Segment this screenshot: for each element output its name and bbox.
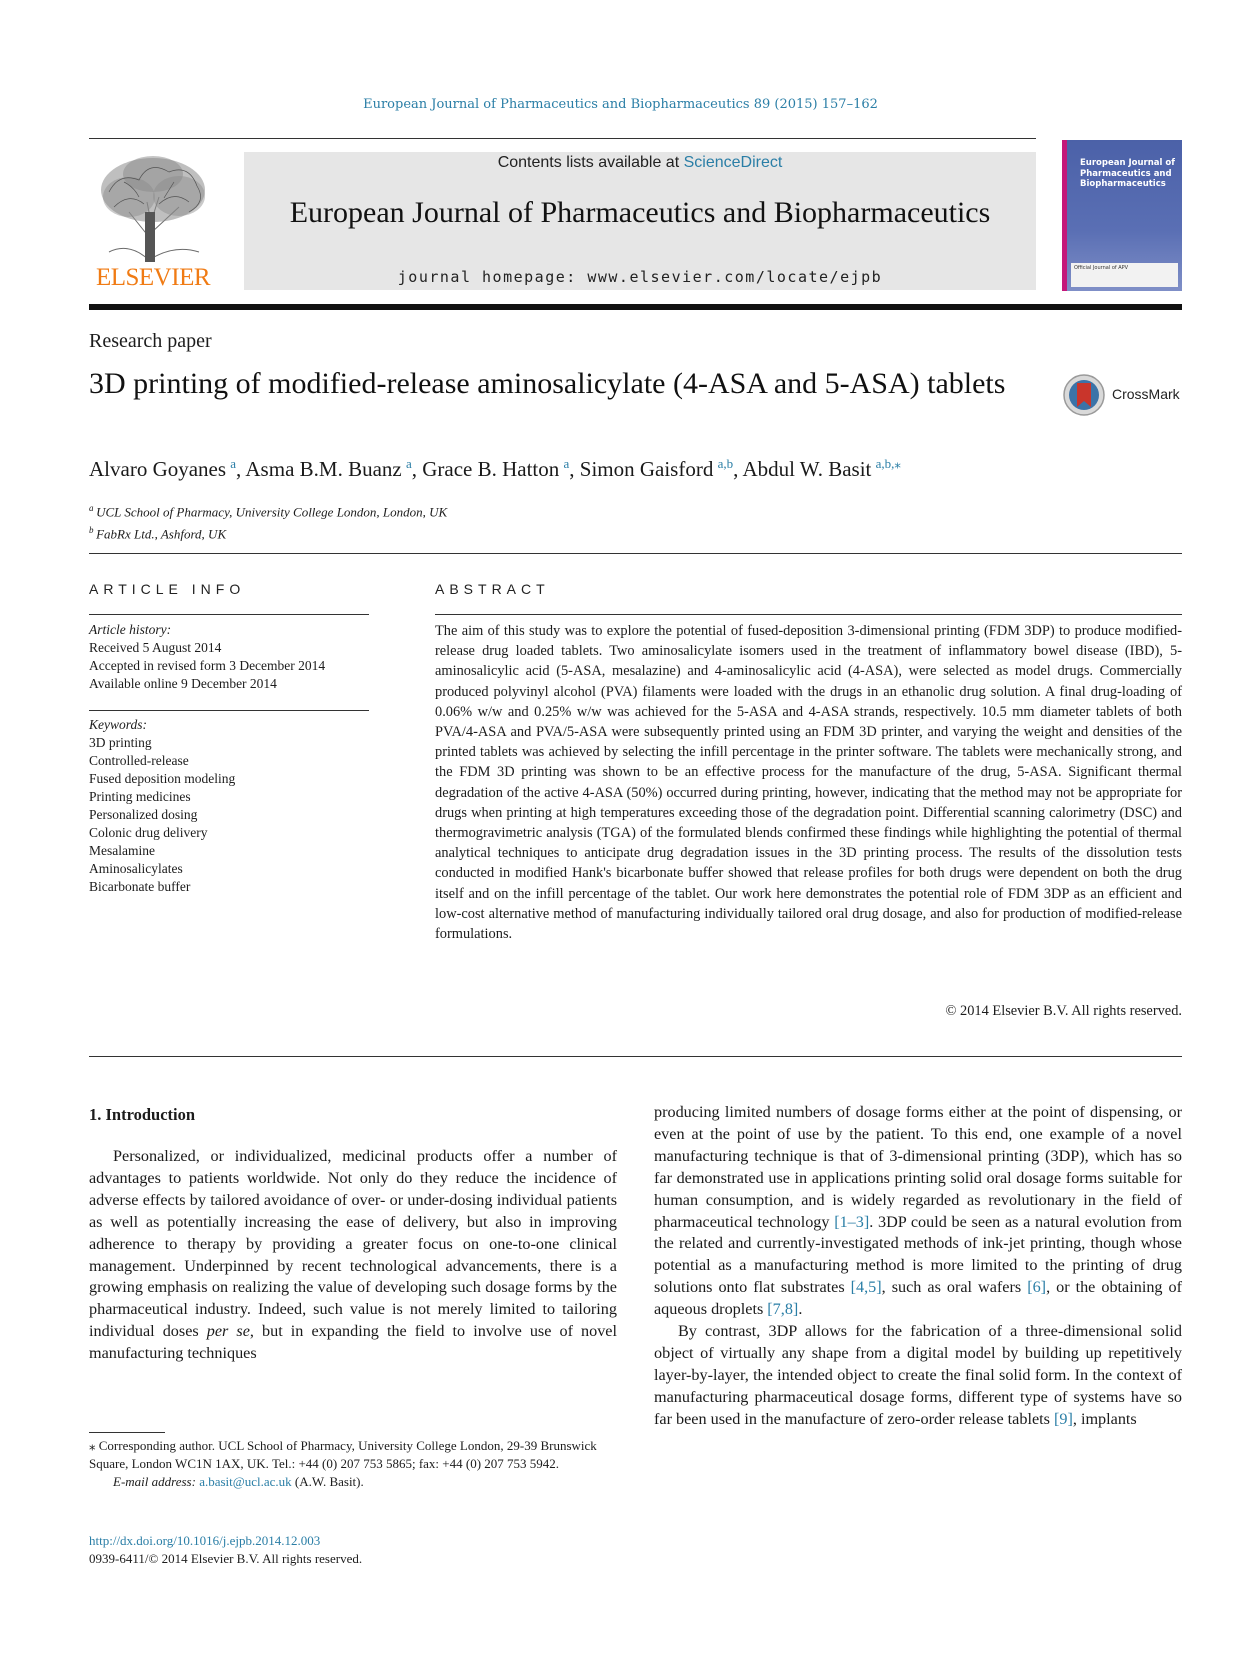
journal-homepage[interactable]: journal homepage: www.elsevier.com/locate/ejpb xyxy=(397,268,883,286)
abstract-copyright: © 2014 Elsevier B.V. All rights reserved. xyxy=(945,1003,1182,1019)
author-name[interactable]: Asma B.M. Buanz xyxy=(245,457,402,481)
body-paragraph-left xyxy=(89,1146,617,1365)
cover-footer-text: Official Journal of APV xyxy=(1074,265,1129,271)
email-link[interactable]: a.basit@ucl.ac.uk xyxy=(199,1474,292,1489)
doi-block xyxy=(89,1532,362,1568)
keyword-item: Mesalamine xyxy=(89,843,155,858)
affiliation-item xyxy=(89,521,447,543)
footnote-rule xyxy=(89,1432,165,1433)
header-thick-rule xyxy=(89,304,1182,310)
author-name[interactable]: Simon Gaisford xyxy=(579,457,714,481)
text-run: . xyxy=(798,1300,803,1319)
affiliations xyxy=(89,499,447,544)
keyword-item: Bicarbonate buffer xyxy=(89,879,191,894)
cover-title: European Journal of Pharmaceutics and Biopharmaceutics xyxy=(1080,158,1175,189)
journal-header-box xyxy=(244,152,1036,290)
corresponding-author-footnote xyxy=(89,1437,617,1491)
divider xyxy=(89,710,369,711)
keyword-item: Fused deposition modeling xyxy=(89,771,236,786)
journal-cover[interactable] xyxy=(1062,140,1182,291)
divider xyxy=(89,553,1182,554)
body-paragraph xyxy=(654,1321,1182,1431)
elsevier-tree-icon xyxy=(89,152,217,264)
history-item: Available online 9 December 2014 xyxy=(89,676,277,691)
text-run: , such as oral wafers xyxy=(881,1278,1028,1297)
elsevier-wordmark: ELSEVIER xyxy=(95,264,211,291)
text-run: , or the obtaining of aqueous droplets xyxy=(654,1278,1182,1319)
citation-link[interactable]: [1–3] xyxy=(834,1212,870,1231)
citation-link[interactable]: [9] xyxy=(1054,1409,1073,1428)
author-affiliation-mark[interactable]: a xyxy=(563,456,570,471)
top-rule xyxy=(89,138,1036,139)
article-history xyxy=(89,621,325,693)
affiliation-mark: b xyxy=(89,525,94,536)
keyword-item: Aminosalicylates xyxy=(89,861,183,876)
crossmark-label: CrossMark xyxy=(1112,386,1180,402)
text-run: producing limited numbers of dosage forms either at the point of dispensing, or even at the point of use by the patient. To this end, one example of a novel manufacturing technique is that of 3-dimensional printing (3DP), which has so far demonstrated use in applications printing solid oral dosage forms suitable for human consumption, and is widely regarded as revolutionary in the field of pharmaceutical technology xyxy=(654,1103,1182,1231)
author-affiliation-mark[interactable]: a,b,⁎ xyxy=(875,456,901,471)
author-affiliation-mark[interactable]: a xyxy=(230,456,237,471)
text-run: . 3DP could be seen as a natural evolution from the related and currently-investigated methods of ink-jet printing, though whose potential as a manufacturing method is more limited to the printing of drug solutions onto flat substrates xyxy=(654,1212,1182,1297)
email-label: E-mail address: xyxy=(113,1474,196,1489)
keyword-item: Controlled-release xyxy=(89,753,189,768)
journal-citation[interactable]: European Journal of Pharmaceutics and Biopharmaceutics 89 (2015) 157–162 xyxy=(363,97,878,112)
contents-line xyxy=(244,154,1036,172)
author-list: Alvaro Goyanes $^a$, Asma B.M. Buanz $^a$, Grace B. Hatton $^a$, Simon Gaisford $^{a,b}$, Abdul W. Basit $^{a,b,⁎}$ xyxy=(89,456,901,481)
author-affiliation-mark[interactable]: a xyxy=(405,456,412,471)
text-run: , but in expanding the field to involve use of novel manufacturing techniques xyxy=(89,1322,617,1363)
text-run: By contrast, 3DP allows for the fabrication of a three-dimensional solid object of virtually any shape from a digital model by building up repetitively layer-by-layer, the intended object to create the final solid form. In the context of manufacturing pharmaceutical dosage forms, different type of systems have so far been used in the manufacture of zero-order release tablets xyxy=(654,1322,1182,1428)
keywords xyxy=(89,716,235,896)
elsevier-logo[interactable] xyxy=(89,152,217,292)
article-title: 3D printing of modified-release aminosalicylate (4-ASA and 5-ASA) tablets xyxy=(89,367,1006,400)
cover-footer xyxy=(1071,263,1178,287)
citation-link[interactable]: [6] xyxy=(1027,1278,1047,1297)
body-paragraph xyxy=(654,1102,1182,1321)
citation-link[interactable]: [4,5] xyxy=(850,1278,882,1297)
affiliation-text: FabRx Ltd., Ashford, UK xyxy=(96,526,227,542)
history-item: Accepted in revised form 3 December 2014 xyxy=(89,658,326,673)
footnote-star: ⁎ xyxy=(89,1438,96,1453)
affiliation-text: UCL School of Pharmacy, University College London, London, UK xyxy=(96,504,448,520)
citation-link[interactable]: [7,8] xyxy=(767,1300,799,1319)
author-name[interactable]: Alvaro Goyanes xyxy=(89,457,227,481)
keyword-item: Printing medicines xyxy=(89,789,191,804)
header-journal-name: European Journal of Pharmaceutics and Biopharmaceutics xyxy=(289,196,991,229)
section-heading-introduction: 1. Introduction xyxy=(89,1105,196,1124)
divider xyxy=(89,614,369,615)
author-name[interactable]: Abdul W. Basit xyxy=(742,457,872,481)
crossmark-badge[interactable] xyxy=(1062,373,1192,417)
contents-prefix: Contents lists available at xyxy=(497,154,680,171)
issn-line: 0939-6411/© 2014 Elsevier B.V. All rights reserved. xyxy=(89,1551,363,1566)
crossmark-icon xyxy=(1062,373,1106,417)
email-suffix: (A.W. Basit). xyxy=(291,1474,364,1489)
keyword-item: 3D printing xyxy=(89,735,152,750)
text-run: , implants xyxy=(1072,1409,1137,1428)
affiliation-item xyxy=(89,499,447,521)
text-run: Personalized, or individualized, medicinal products offer a number of advantages to patients worldwide. Not only do they reduce the incidence of adverse effects by tailored avoidance of over- or under-dosing individual patients as well as potentially increasing the ease of delivery, but also in improving adherence to therapy by providing a greater focus on one-to-one clinical management. Underpinned by recent technological advancements, there is a growing emphasis on realizing the value of developing such dosage forms by the pharmaceutical industry. Indeed, such value is not merely limited to tailoring individual doses xyxy=(89,1147,617,1341)
sciencedirect-link[interactable]: ScienceDirect xyxy=(683,154,783,171)
divider xyxy=(435,614,1182,615)
history-label: Article history: xyxy=(89,622,172,637)
article-type: Research paper xyxy=(89,330,212,352)
affiliation-mark: a xyxy=(89,503,94,513)
body-column-right xyxy=(654,1102,1182,1431)
author-name[interactable]: Grace B. Hatton xyxy=(422,457,560,481)
footnote-text xyxy=(89,1437,617,1473)
history-item: Received 5 August 2014 xyxy=(89,640,222,655)
abstract-text: The aim of this study was to explore the potential of fused-deposition 3-dimensional printing (FDM 3DP) to produce modified-release drug loaded tablets. Two aminosalicylate isomers used in the treatment of inflammatory bowel disease (IBD), 5-aminosalicylic acid (5-ASA, mesalazine) and 4-aminosalicylic acid (4-ASA), were selected as model drugs. Commercially produced polyvinyl alcohol (PVA) filaments were loaded with the drugs in an ethanolic drug solution. A final drug-loading of 0.06% w/w and 0.25% w/w was achieved for the 5-ASA and 4-ASA strands, respectively. 10.5 mm diameter tablets of both PVA/4-ASA and PVA/5-ASA were subsequently printed using an FDM 3D printer, and varying the weight and densities of the printed tablets was achieved by selecting the infill percentage in the printer software. The tablets were mechanically strong, and the FDM 3D printing was shown to be an effective process for the manufacture of the drug, 5-ASA. Significant thermal degradation of the active 4-ASA (50%) occurred during printing, however, indicating that the method may not be appropriate for drugs when printing at high temperatures exceeding those of the degradation point. Differential scanning calorimetry (DSC) and thermogravimetric analysis (TGA) of the formulated blends confirmed these findings while highlighting the potential of thermal analytical techniques to anticipate drug degradation issues in the 3D printing process. The results of the dissolution tests conducted in modified Hank's bicarbonate buffer showed that release profiles for both drugs were dependent on both the drug itself and on the infill percentage of the tablet. Our work here demonstrates the potential role of FDM 3DP as an efficient and low-cost alternative method of manufacturing individually tailored oral drug dosage, and also for production of modified-release formulations. xyxy=(435,623,1182,943)
article-info-heading: ARTICLE INFO xyxy=(89,581,246,597)
text-run-italic: per se xyxy=(206,1322,250,1341)
keyword-item: Personalized dosing xyxy=(89,807,198,822)
doi-link[interactable]: http://dx.doi.org/10.1016/j.ejpb.2014.12.003 xyxy=(89,1533,321,1548)
keywords-label: Keywords: xyxy=(89,717,147,732)
footnote-body: Corresponding author. UCL School of Pharmacy, University College London, 29-39 Brunswick Square, London WC1N 1AX, UK. Tel.: +44 (0) 207 753 5865; fax: +44 (0) 207 753 5942. xyxy=(89,1438,597,1471)
email-line xyxy=(89,1473,617,1491)
keyword-item: Colonic drug delivery xyxy=(89,825,208,840)
divider xyxy=(89,1056,1182,1057)
author-affiliation-mark[interactable]: a,b xyxy=(717,456,734,471)
abstract-heading: ABSTRACT xyxy=(435,581,550,597)
